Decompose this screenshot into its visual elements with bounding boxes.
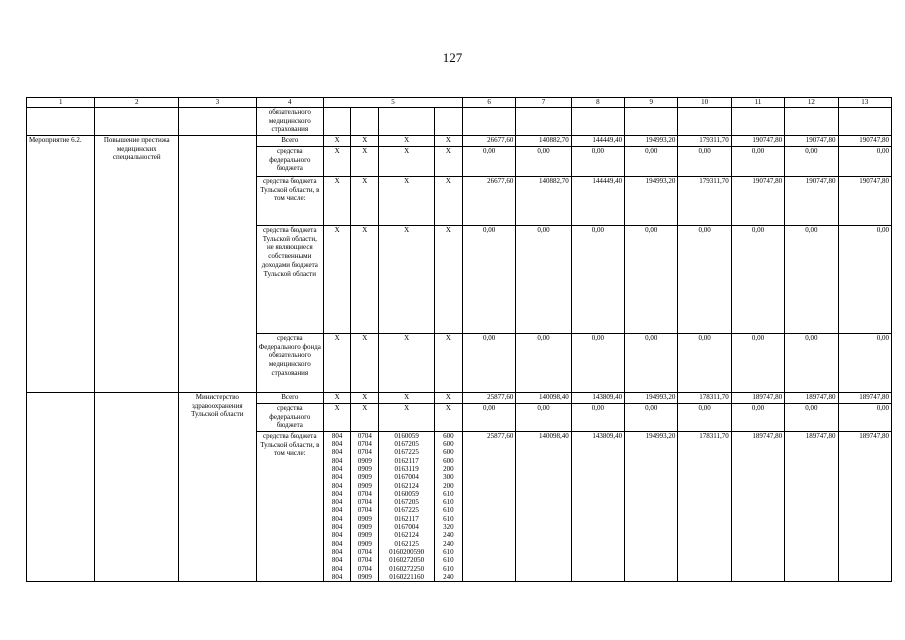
code-value: 804 [331, 489, 343, 498]
value-cell: 0,00 [678, 146, 731, 176]
code-value: 0704 [357, 498, 372, 507]
value-cell: 0,00 [785, 225, 838, 333]
value-cell: 0,00 [462, 146, 515, 176]
value-cell: 0,00 [785, 146, 838, 176]
code-value: 600 [443, 456, 454, 465]
value-cell: 0,00 [731, 333, 784, 392]
source-cell: Всего [256, 392, 323, 403]
code-value: 804 [331, 539, 343, 548]
code-value: 610 [443, 489, 454, 498]
x-cell: X [434, 146, 462, 176]
value-cell: 0,00 [462, 333, 515, 392]
code-value: 0909 [357, 456, 372, 465]
code-value: 0162124 [394, 481, 419, 490]
code-value: 610 [443, 498, 454, 507]
code-value: 804 [331, 556, 343, 565]
value-cell: 140098,40 [516, 392, 571, 403]
x-cell: X [434, 135, 462, 146]
code-value: 804 [331, 531, 343, 540]
value-cell: 0,00 [838, 225, 892, 333]
value-cell: 26677,60 [462, 176, 515, 225]
code-value: 804 [331, 440, 343, 449]
code-value: 610 [443, 514, 454, 523]
code-value: 0160272250 [389, 564, 425, 573]
code-value: 804 [331, 523, 343, 532]
code-value: 0167004 [394, 523, 419, 532]
value-cell: 194993,20 [625, 135, 678, 146]
value-cell: 0,00 [625, 225, 678, 333]
code-value: 0167205 [394, 440, 419, 449]
value-cell: 144449,40 [571, 135, 624, 146]
value-cell: 0,00 [571, 225, 624, 333]
code-value: 0162125 [394, 539, 419, 548]
value-cell: 190747,80 [785, 135, 838, 146]
value-cell: 140882,70 [516, 135, 571, 146]
code-value: 804 [331, 464, 343, 473]
value-cell: 189747,80 [838, 431, 892, 581]
code-value: 0909 [357, 572, 372, 581]
event-name: Мероприятие 6.2. [27, 135, 95, 392]
code-value: 0704 [357, 448, 372, 457]
x-cell: X [324, 392, 351, 403]
value-cell: 189747,80 [731, 431, 784, 581]
value-cell: 0,00 [516, 146, 571, 176]
code-value: 804 [331, 514, 343, 523]
code-value: 804 [331, 481, 343, 490]
code-value: 0704 [357, 556, 372, 565]
value-cell: 0,00 [571, 403, 624, 431]
value-cell: 26677,60 [462, 135, 515, 146]
code-column-gbrs [324, 431, 351, 581]
value-cell: 0,00 [678, 333, 731, 392]
code-value: 0162124 [394, 531, 419, 540]
value-cell: 143809,40 [571, 431, 624, 581]
code-value: 0909 [357, 523, 372, 532]
code-value: 804 [331, 506, 343, 515]
code-value: 0704 [357, 506, 372, 515]
code-column-section [351, 431, 379, 581]
value-cell: 190747,80 [785, 176, 838, 225]
code-value: 0909 [357, 539, 372, 548]
header-row [27, 98, 892, 108]
x-cell: X [434, 403, 462, 431]
code-value: 0909 [357, 531, 372, 540]
code-value: 804 [331, 431, 343, 440]
code-value: 600 [443, 448, 454, 457]
value-cell: 25877,60 [462, 431, 515, 581]
code-value: 0163119 [394, 464, 419, 473]
value-cell: 0,00 [678, 403, 731, 431]
value-cell: 25877,60 [462, 392, 515, 403]
event-executor [179, 135, 257, 392]
x-cell: X [379, 146, 434, 176]
x-cell: X [434, 392, 462, 403]
code-value: 0167225 [394, 506, 419, 515]
value-cell: 140882,70 [516, 176, 571, 225]
code-column-target [379, 431, 434, 581]
value-cell: 0,00 [516, 403, 571, 431]
source-cell: средства Федерального фонда обязательного медицинского страхования [256, 333, 323, 392]
value-cell: 0,00 [571, 333, 624, 392]
value-cell: 0,00 [678, 225, 731, 333]
x-cell: X [324, 135, 351, 146]
code-value: 0167225 [394, 448, 419, 457]
value-cell: 0,00 [838, 333, 892, 392]
value-cell: 0,00 [838, 146, 892, 176]
code-value: 804 [331, 448, 343, 457]
code-value: 0160059 [394, 431, 419, 440]
value-cell: 179311,70 [678, 176, 731, 225]
code-value: 0704 [357, 547, 372, 556]
value-cell: 178311,70 [678, 392, 731, 403]
code-value: 0909 [357, 481, 372, 490]
source-cell: средства бюджета Тульской области, в том числе: [256, 431, 323, 581]
code-value: 804 [331, 564, 343, 573]
value-cell: 0,00 [731, 403, 784, 431]
header-cell: 9 [625, 98, 678, 108]
value-cell: 140098,40 [516, 431, 571, 581]
source-cell: средства федерального бюджета [256, 403, 323, 431]
event-name-continued [27, 392, 95, 581]
code-value: 0167004 [394, 473, 419, 482]
x-cell: X [379, 403, 434, 431]
value-cell: 190747,80 [731, 135, 784, 146]
code-value: 804 [331, 456, 343, 465]
value-cell: 194993,20 [625, 176, 678, 225]
code-value: 0704 [357, 431, 372, 440]
value-cell: 0,00 [625, 403, 678, 431]
value-cell: 189747,80 [785, 392, 838, 403]
event-title: Повышение престижа медицинских специальностей [95, 135, 179, 392]
value-cell: 143809,40 [571, 392, 624, 403]
code-value: 610 [443, 506, 454, 515]
ministry-name: Министерство здравоохранения Тульской области [179, 392, 257, 581]
x-cell: X [351, 146, 379, 176]
value-cell: 178311,70 [678, 431, 731, 581]
code-value: 0160221160 [389, 572, 424, 581]
value-cell: 194993,20 [625, 392, 678, 403]
value-cell: 190747,80 [731, 176, 784, 225]
value-cell: 0,00 [731, 146, 784, 176]
code-value: 804 [331, 547, 343, 556]
x-cell: X [379, 225, 434, 333]
code-value: 0160059 [394, 489, 419, 498]
source-cell: обязательного медицинского страхования [256, 107, 323, 135]
code-value: 804 [331, 473, 343, 482]
source-cell: Всего [256, 135, 323, 146]
code-value: 610 [443, 547, 454, 556]
x-cell: X [351, 135, 379, 146]
code-value: 0704 [357, 440, 372, 449]
code-value: 0162117 [394, 514, 419, 523]
table-row [27, 135, 892, 146]
x-cell: X [379, 135, 434, 146]
code-value: 0704 [357, 489, 372, 498]
code-value: 0909 [357, 514, 372, 523]
x-cell: X [379, 176, 434, 225]
header-cell: 4 [256, 98, 323, 108]
header-cell: 12 [785, 98, 838, 108]
code-value: 0909 [357, 473, 372, 482]
header-cell: 5 [324, 98, 463, 108]
code-value: 610 [443, 556, 454, 565]
header-cell: 1 [27, 98, 95, 108]
value-cell: 0,00 [785, 333, 838, 392]
value-cell: 0,00 [625, 333, 678, 392]
code-value: 804 [331, 498, 343, 507]
x-cell: X [351, 403, 379, 431]
value-cell: 189747,80 [785, 431, 838, 581]
value-cell: 0,00 [731, 225, 784, 333]
value-cell: 194993,20 [625, 431, 678, 581]
code-value: 600 [443, 431, 454, 440]
x-cell: X [351, 176, 379, 225]
code-value: 0160200590 [389, 547, 425, 556]
budget-table [26, 97, 892, 582]
x-cell: X [324, 176, 351, 225]
x-cell: X [434, 333, 462, 392]
code-column-type [434, 431, 462, 581]
header-cell: 7 [516, 98, 571, 108]
code-value: 0162117 [394, 456, 419, 465]
code-value: 200 [443, 464, 454, 473]
code-value: 610 [443, 564, 454, 573]
header-cell: 11 [731, 98, 784, 108]
x-cell: X [351, 333, 379, 392]
x-cell: X [324, 403, 351, 431]
header-cell: 10 [678, 98, 731, 108]
code-value: 600 [443, 440, 454, 449]
value-cell: 0,00 [571, 146, 624, 176]
x-cell: X [351, 225, 379, 333]
value-cell: 0,00 [785, 403, 838, 431]
x-cell: X [379, 333, 434, 392]
value-cell: 179311,70 [678, 135, 731, 146]
value-cell: 0,00 [516, 333, 571, 392]
source-cell: средства бюджета Тульской области, не являющиеся собственными доходами бюджета Тульской области [256, 225, 323, 333]
code-value: 240 [443, 531, 454, 540]
code-value: 240 [443, 539, 454, 548]
header-cell: 13 [838, 98, 892, 108]
code-value: 804 [331, 572, 343, 581]
value-cell: 190747,80 [838, 135, 892, 146]
source-cell: средства федерального бюджета [256, 146, 323, 176]
x-cell: X [351, 392, 379, 403]
code-value: 0704 [357, 564, 372, 573]
x-cell: X [434, 225, 462, 333]
source-cell: средства бюджета Тульской области, в том числе: [256, 176, 323, 225]
value-cell: 0,00 [838, 403, 892, 431]
value-cell: 0,00 [516, 225, 571, 333]
value-cell: 189747,80 [731, 392, 784, 403]
value-cell: 144449,40 [571, 176, 624, 225]
x-cell: X [324, 146, 351, 176]
header-cell: 6 [462, 98, 515, 108]
value-cell: 190747,80 [838, 176, 892, 225]
value-cell: 0,00 [462, 225, 515, 333]
value-cell: 0,00 [625, 146, 678, 176]
page-number: 127 [442, 50, 463, 65]
value-cell: 0,00 [462, 403, 515, 431]
x-cell: X [434, 176, 462, 225]
value-cell: 189747,80 [838, 392, 892, 403]
x-cell: X [379, 392, 434, 403]
header-cell: 2 [95, 98, 179, 108]
code-value: 0167205 [394, 498, 419, 507]
code-value: 0160272050 [389, 556, 425, 565]
event-title-continued [95, 392, 179, 581]
table-row [27, 107, 892, 135]
code-value: 320 [443, 523, 454, 532]
header-cell: 3 [179, 98, 257, 108]
x-cell: X [324, 333, 351, 392]
table-row [27, 392, 892, 403]
x-cell: X [324, 225, 351, 333]
header-cell: 8 [571, 98, 624, 108]
code-value: 0909 [357, 464, 372, 473]
code-value: 300 [443, 473, 454, 482]
code-value: 240 [443, 572, 454, 581]
code-value: 200 [443, 481, 454, 490]
